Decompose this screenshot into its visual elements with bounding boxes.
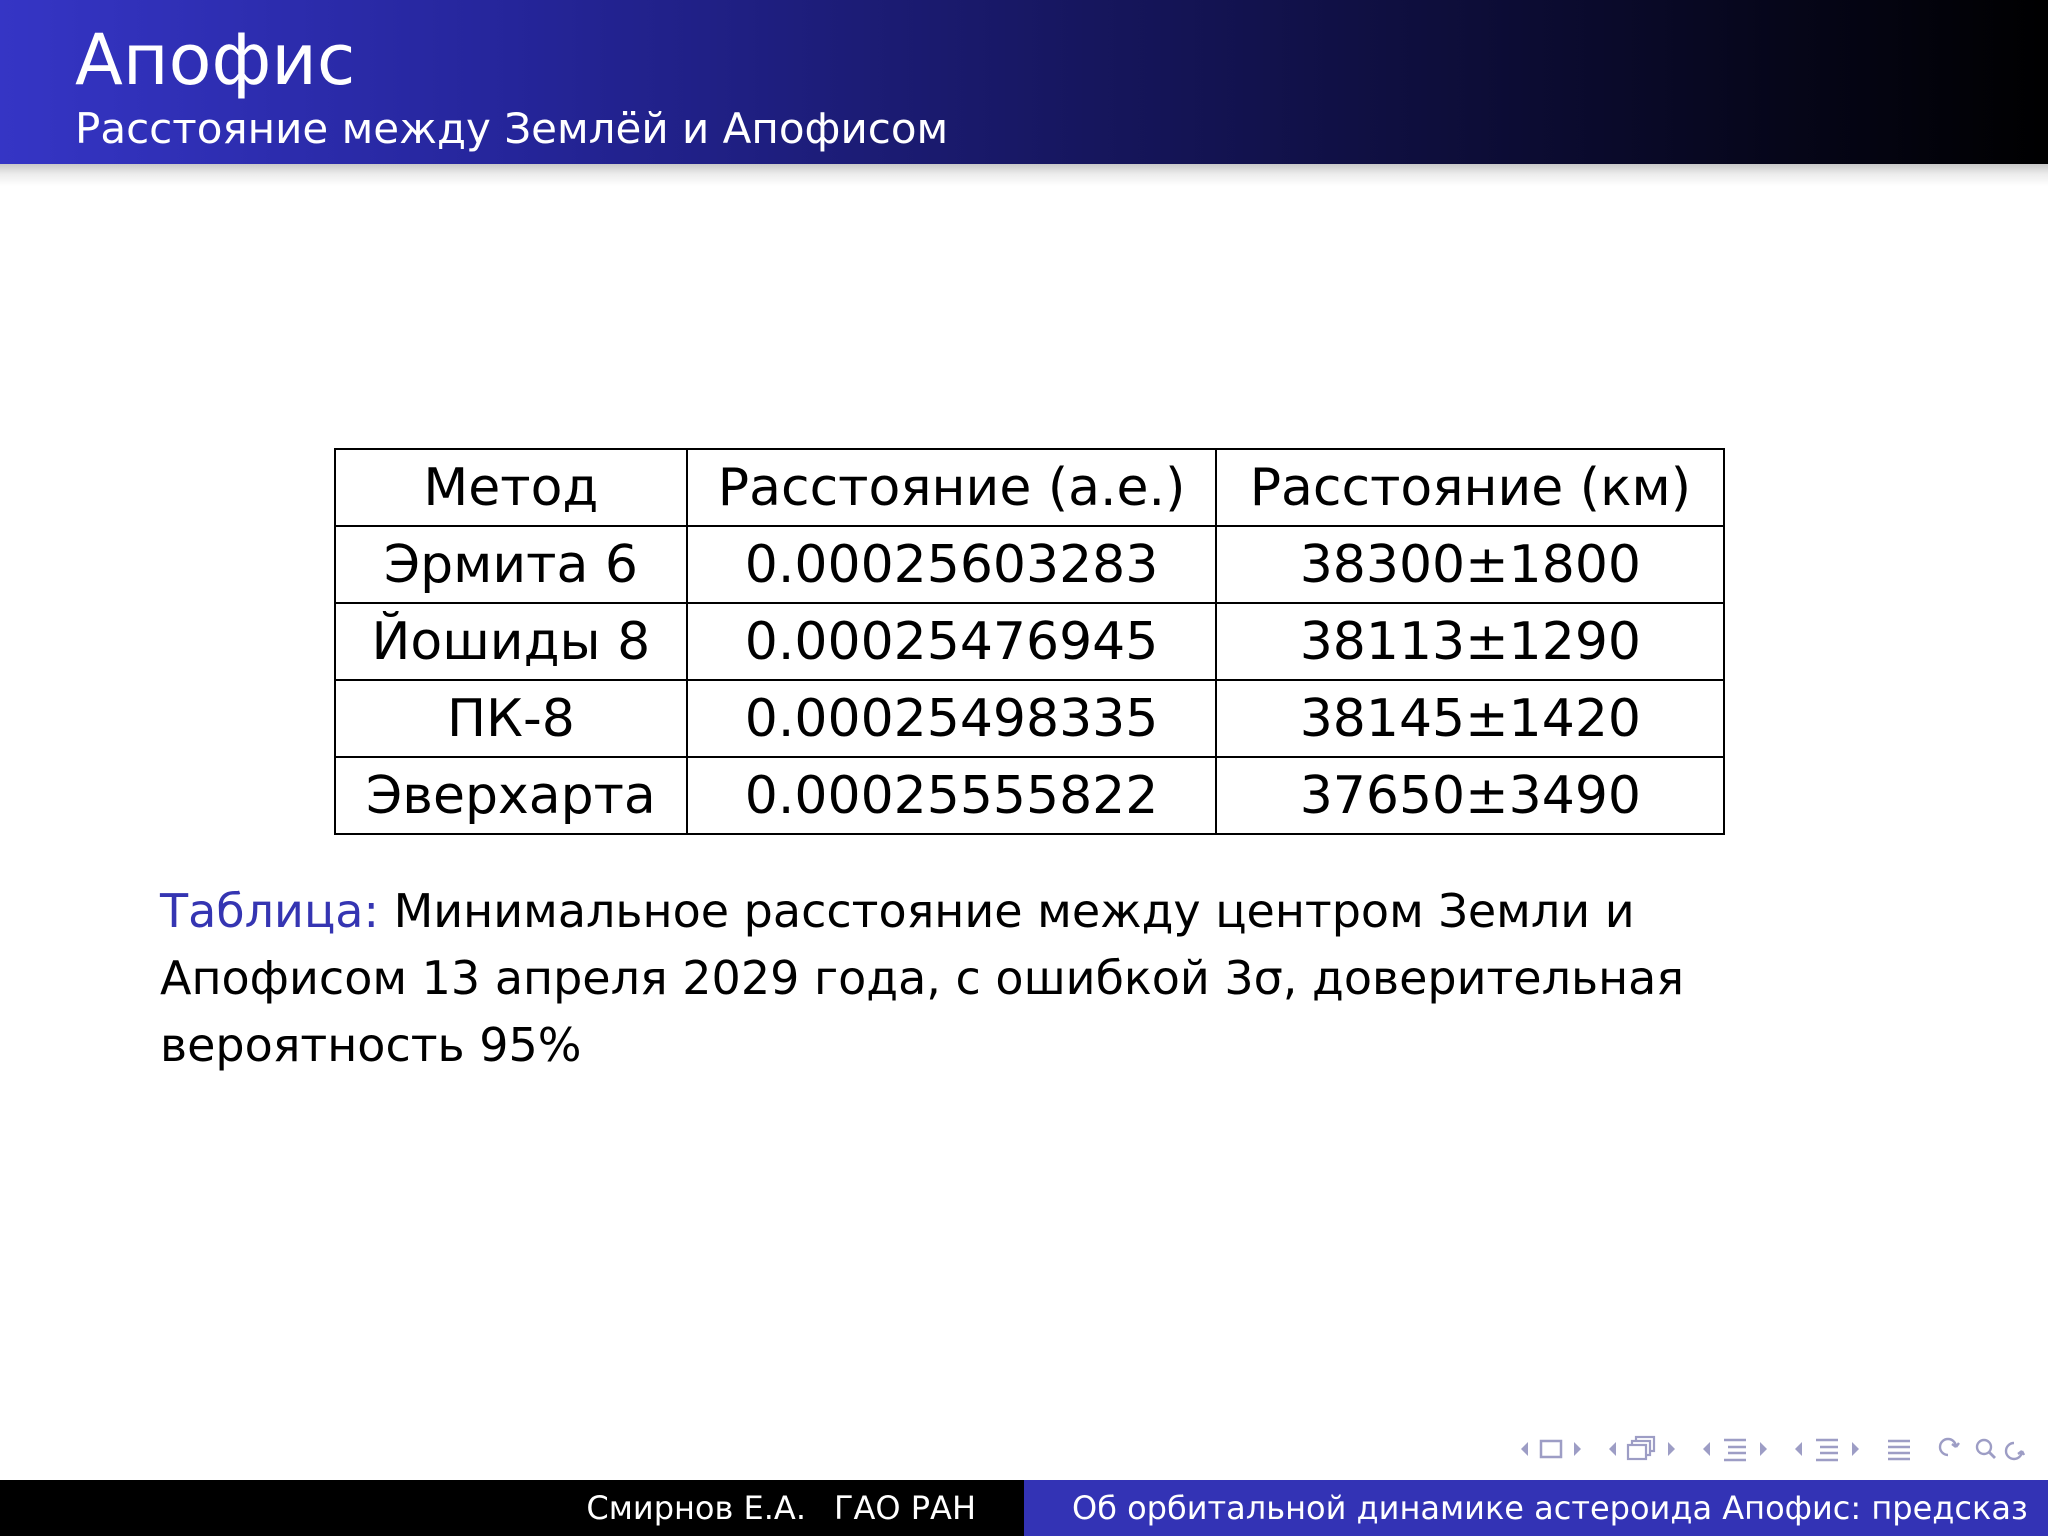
nav-right-arrow-icon[interactable]	[1850, 1439, 1862, 1459]
nav-group-toc	[1884, 1435, 1914, 1463]
nav-group-slide	[1518, 1438, 1584, 1460]
subsection-icon[interactable]	[1720, 1435, 1750, 1463]
cell-method: Эрмита 6	[335, 526, 687, 603]
column-header-distance-au: Расстояние (а.е.)	[687, 449, 1217, 526]
footer-talk-title: Об орбитальной динамике астероида Апофис: предсказ	[1072, 1489, 2028, 1527]
cell-distance-km: 38113±1290	[1216, 603, 1724, 680]
nav-right-arrow-icon[interactable]	[1572, 1439, 1584, 1459]
distance-table	[334, 448, 1725, 835]
toc-icon[interactable]	[1884, 1435, 1914, 1463]
nav-left-arrow-icon[interactable]	[1700, 1439, 1712, 1459]
nav-left-arrow-icon[interactable]	[1518, 1439, 1530, 1459]
nav-right-arrow-icon[interactable]	[1666, 1439, 1678, 1459]
column-header-method: Метод	[335, 449, 687, 526]
cell-distance-au: 0.00025476945	[687, 603, 1217, 680]
frame-subtitle: Расстояние между Землёй и Апофисом	[75, 104, 949, 153]
cell-distance-au: 0.00025498335	[687, 680, 1217, 757]
nav-group-frame	[1606, 1435, 1678, 1463]
navigation-bar	[1518, 1432, 2026, 1466]
cell-method: ПК-8	[335, 680, 687, 757]
nav-group-search	[1936, 1435, 2026, 1463]
caption-text: Минимальное расстояние между центром Земли и Апофисом 13 апреля 2029 года, с ошибкой 3σ, доверительная вероятность 95%	[160, 884, 1685, 1072]
footer-title-bar	[1024, 1480, 2048, 1536]
header-shadow	[0, 164, 2048, 186]
cell-method: Эверхарта	[335, 757, 687, 834]
section-icon[interactable]	[1812, 1435, 1842, 1463]
frame-icon[interactable]	[1626, 1435, 1658, 1463]
frame-title: Апофис	[75, 19, 356, 101]
cell-distance-au: 0.00025603283	[687, 526, 1217, 603]
cell-distance-km: 37650±3490	[1216, 757, 1724, 834]
cell-distance-km: 38145±1420	[1216, 680, 1724, 757]
table-row	[335, 603, 1724, 680]
footer-author: Смирнов Е.А.	[586, 1489, 806, 1527]
nav-right-arrow-icon[interactable]	[1758, 1439, 1770, 1459]
column-header-distance-km: Расстояние (км)	[1216, 449, 1724, 526]
table-row	[335, 757, 1724, 834]
cell-distance-km: 38300±1800	[1216, 526, 1724, 603]
nav-left-arrow-icon[interactable]	[1606, 1439, 1618, 1459]
search-icon[interactable]	[1936, 1435, 2026, 1463]
slide-icon[interactable]	[1538, 1438, 1564, 1460]
nav-group-section	[1792, 1435, 1862, 1463]
cell-method: Йошиды 8	[335, 603, 687, 680]
cell-distance-au: 0.00025555822	[687, 757, 1217, 834]
table-caption	[160, 878, 1730, 1079]
table-row	[335, 680, 1724, 757]
nav-group-subsection	[1700, 1435, 1770, 1463]
caption-label: Таблица:	[160, 884, 379, 938]
table-header-row	[335, 449, 1724, 526]
footer-institute: ГАО РАН	[833, 1489, 976, 1527]
footer-author-bar	[0, 1480, 1024, 1536]
table-row	[335, 526, 1724, 603]
nav-left-arrow-icon[interactable]	[1792, 1439, 1804, 1459]
